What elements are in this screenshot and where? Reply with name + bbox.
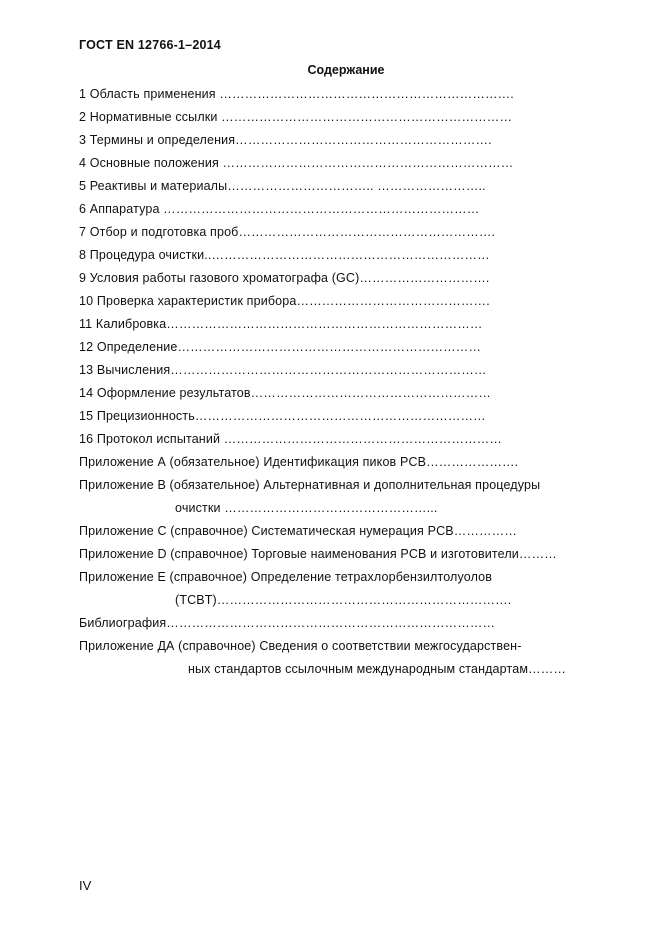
toc-entry: 9 Условия работы газового хроматографа (GC)…………………………. — [79, 271, 490, 285]
page-number: IV — [79, 878, 92, 893]
toc-entry: Приложение D (справочное) Торговые наименования PCB и изготовители……… — [79, 547, 557, 561]
toc-entry: 10 Проверка характеристик прибора………………………………………. — [79, 294, 490, 308]
toc-entry-continuation: (TCBT)……………………………………………………………. — [175, 593, 512, 607]
toc-entry: 4 Основные положения …………………………………………………………… — [79, 156, 514, 170]
toc-entry: 11 Калибровка………………………………………………………………… — [79, 317, 483, 331]
toc-entry: 14 Оформление результатов………………………………………………… — [79, 386, 492, 400]
table-of-contents — [79, 86, 619, 684]
toc-entry: Приложение E (справочное) Определение тетрахлорбензилтолуолов — [79, 570, 493, 584]
toc-entry: Библиография…………………………………………………………………… — [79, 616, 496, 630]
toc-entry: 12 Определение……………………………………………………………… — [79, 340, 482, 354]
document-header: ГОСТ EN 12766-1–2014 — [79, 38, 221, 52]
toc-entry-continuation: ных стандартов ссылочным международным стандартам……… — [188, 662, 567, 676]
toc-entry: 2 Нормативные ссылки …………………………………………………………… — [79, 110, 513, 124]
toc-entry: 7 Отбор и подготовка проб……………………………………………………. — [79, 225, 496, 239]
toc-entry: 3 Термины и определения……………………………………………………. — [79, 133, 492, 147]
toc-entry: 5 Реактивы и материалы…………………………….. …………………….. — [79, 179, 486, 193]
toc-entry: Приложение А (обязательное) Идентификация пиков PCB…………………. — [79, 455, 519, 469]
toc-entry: 8 Процедура очистки..………………………………………………………… — [79, 248, 490, 262]
toc-entry: 15 Прецизионность…………………………………………………………… — [79, 409, 486, 423]
toc-entry: Приложение С (справочное) Систематическая нумерация PCB…………… — [79, 524, 517, 538]
toc-entry: 1 Область применения ……………………………………………………………. — [79, 87, 514, 101]
page-title: Содержание — [307, 63, 385, 77]
toc-entry-continuation: очистки …………………………………………... — [175, 501, 438, 515]
toc-entry: 6 Аппаратура ………………………………………………………………… — [79, 202, 480, 216]
toc-entry: 16 Протокол испытаний ………………………………………………………… — [79, 432, 503, 446]
toc-entry: 13 Вычисления………………………………………………………………… — [79, 363, 487, 377]
toc-entry: Приложение ДА (справочное) Сведения о соответствии межгосударствен- — [79, 639, 522, 653]
toc-entry: Приложение В (обязательное) Альтернативная и дополнительная процедуры — [79, 478, 541, 492]
